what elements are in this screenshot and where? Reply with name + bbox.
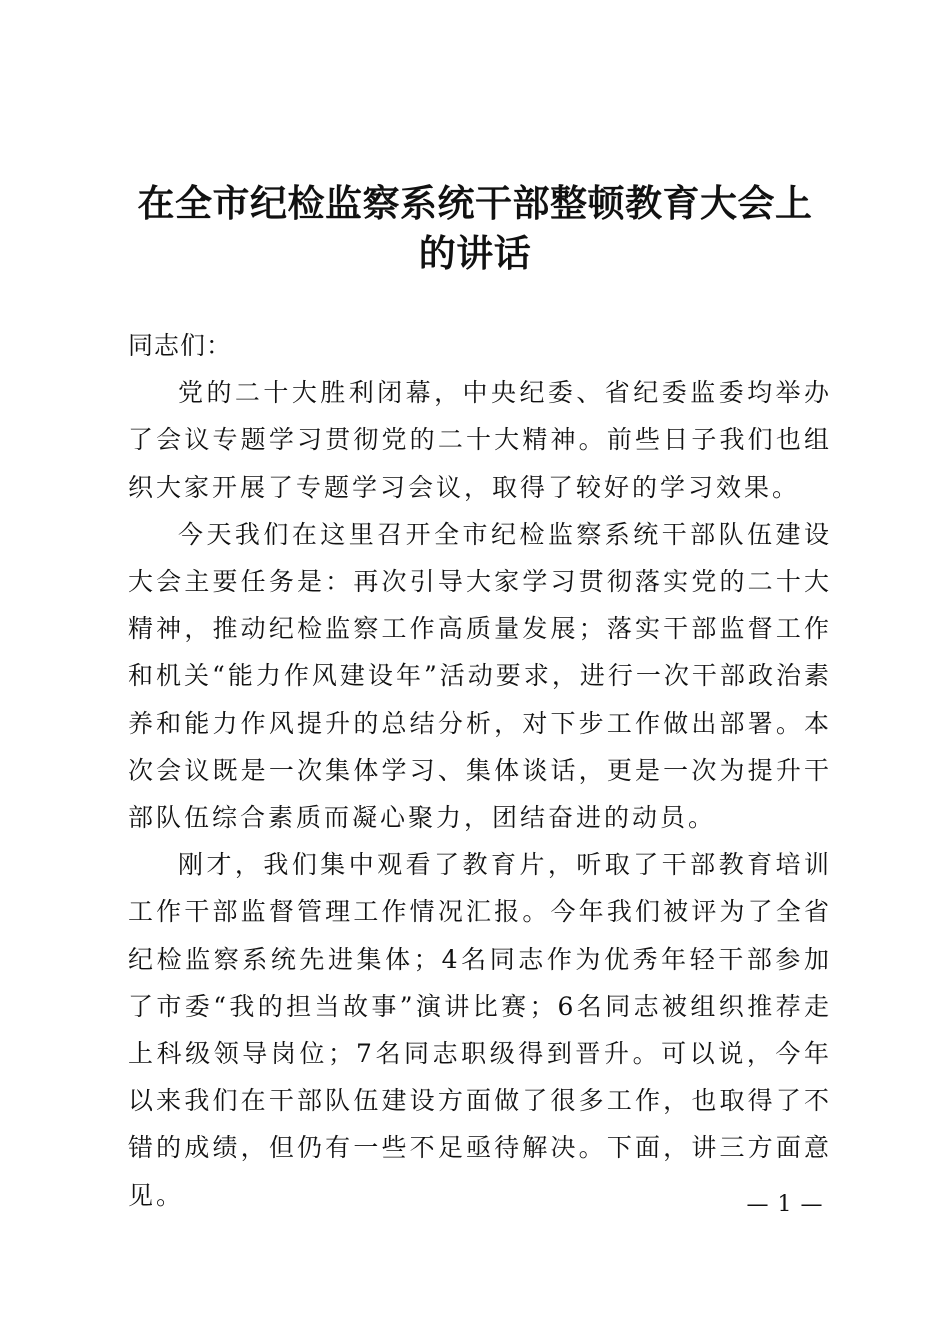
- document-title: 在全市纪检监察系统干部整顿教育大会上的讲话: [137, 181, 813, 275]
- paragraph-2: 今天我们在这里召开全市纪检监察系统干部队伍建设大会主要任务是：再次引导大家学习贯彻落实党的二十大精神，推动纪检监察工作高质量发展；落实干部监督工作和机关“能力作风建设年”活动要求，进行一次干部政治素养和能力作风提升的总结分析，对下步工作做出部署。本次会议既是一次集体学习、集体谈话，更是一次为提升干部队伍综合素质而凝心聚力，团结奋进的动员。: [128, 519, 832, 833]
- document-body: [128, 322, 832, 1219]
- paragraph-3: 刚才，我们集中观看了教育片，听取了干部教育培训工作干部监督管理工作情况汇报。今年我们被评为了全省纪检监察系统先进集体；4名同志作为优秀年轻干部参加了市委“我的担当故事”演讲比赛；6名同志被组织推荐走上科级领导岗位；7名同志职级得到晋升。可以说，今年以来我们在干部队伍建设方面做了很多工作，也取得了不错的成绩，但仍有一些不足亟待解决。下面，讲三方面意见。: [128, 850, 832, 1210]
- salutation: 同志们：: [128, 331, 233, 360]
- paragraph-1: 党的二十大胜利闭幕，中央纪委、省纪委监委均举办了会议专题学习贯彻党的二十大精神。前些日子我们也组织大家开展了专题学习会议，取得了较好的学习效果。: [128, 378, 832, 502]
- page-number: — 1 —: [746, 1192, 824, 1217]
